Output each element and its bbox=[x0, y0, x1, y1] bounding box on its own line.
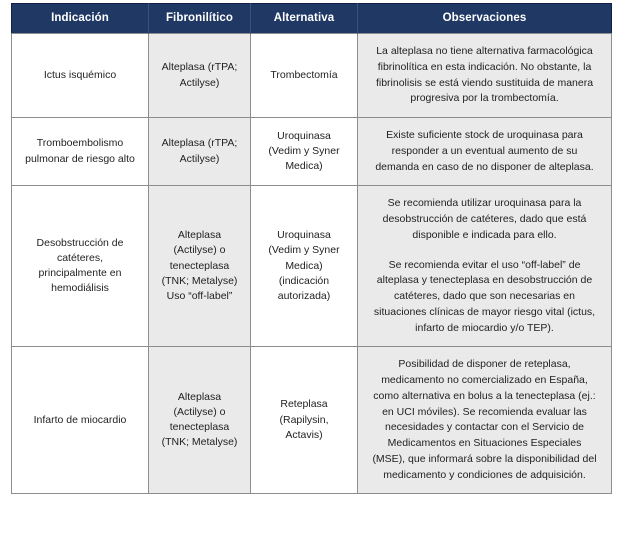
cell-observaciones bbox=[358, 34, 612, 118]
fibrinolytics-table-container bbox=[11, 3, 611, 494]
cell-alternativa: Reteplasa (Rapilysin, Actavis) bbox=[251, 347, 358, 494]
observation-paragraph: Se recomienda utilizar uroquinasa para la desobstrucción de catéteres, dado que está disponible e indicada para ello. bbox=[382, 197, 587, 241]
observation-paragraph: Se recomienda evitar el uso “off-label” de alteplasa y tenecteplasa en desobstrucción de catéteres, dado que son necesarias en situaciones clínicas de mayor riesgo vital (ictus, infarto de miocardio y/o TEP). bbox=[373, 258, 596, 334]
cell-observaciones bbox=[358, 347, 612, 494]
column-header-indicacion: Indicación bbox=[12, 4, 149, 34]
cell-fibrinolitico: Alteplasa (rTPA; Actilyse) bbox=[149, 118, 251, 186]
table-row bbox=[12, 34, 612, 118]
cell-observaciones bbox=[358, 118, 612, 186]
cell-observaciones bbox=[358, 186, 612, 347]
table-header-row bbox=[12, 4, 612, 34]
observation-paragraph: Posibilidad de disponer de reteplasa, medicamento no comercializado en España, como alternativa en bolus a la tenecteplasa (ej.: en UCI móviles). Se recomienda evaluar las necesidades y contactar con el Servicio de Medicamentos en Situaciones Especiales (MSE), que informará sobre la disponibilidad del medicamento y condiciones de adquisición. bbox=[372, 358, 597, 481]
observation-paragraph: Existe suficiente stock de uroquinasa para responder a un eventual aumento de su demanda en caso de no disponer de alteplasa. bbox=[375, 129, 594, 173]
cell-indicacion: Ictus isquémico bbox=[12, 34, 149, 118]
cell-indicacion: Infarto de miocardio bbox=[12, 347, 149, 494]
table-row bbox=[12, 118, 612, 186]
table-row bbox=[12, 347, 612, 494]
table-body bbox=[12, 34, 612, 494]
cell-alternativa: Trombectomía bbox=[251, 34, 358, 118]
table-header bbox=[12, 4, 612, 34]
column-header-fibrinolitico: Fibronilítico bbox=[149, 4, 251, 34]
cell-alternativa: Uroquinasa (Vedim y Syner Medica) bbox=[251, 118, 358, 186]
cell-fibrinolitico: Alteplasa (rTPA; Actilyse) bbox=[149, 34, 251, 118]
column-header-alternativa: Alternativa bbox=[251, 4, 358, 34]
cell-indicacion: Desobstrucción de catéteres, principalmente en hemodiálisis bbox=[12, 186, 149, 347]
cell-indicacion: Tromboembolismo pulmonar de riesgo alto bbox=[12, 118, 149, 186]
cell-alternativa: Uroquinasa (Vedim y Syner Medica) (indicación autorizada) bbox=[251, 186, 358, 347]
cell-fibrinolitico: Alteplasa (Actilyse) o tenecteplasa (TNK; Metalyse) Uso “off-label” bbox=[149, 186, 251, 347]
fibrinolytics-table bbox=[11, 3, 612, 494]
cell-fibrinolitico: Alteplasa (Actilyse) o tenecteplasa (TNK; Metalyse) bbox=[149, 347, 251, 494]
table-row bbox=[12, 186, 612, 347]
column-header-observaciones: Observaciones bbox=[358, 4, 612, 34]
observation-paragraph: La alteplasa no tiene alternativa farmacológica fibrinolítica en esta indicación. No obstante, la fibrinolisis se está viendo sustituida de manera progresiva por la trombectomía. bbox=[375, 45, 594, 105]
